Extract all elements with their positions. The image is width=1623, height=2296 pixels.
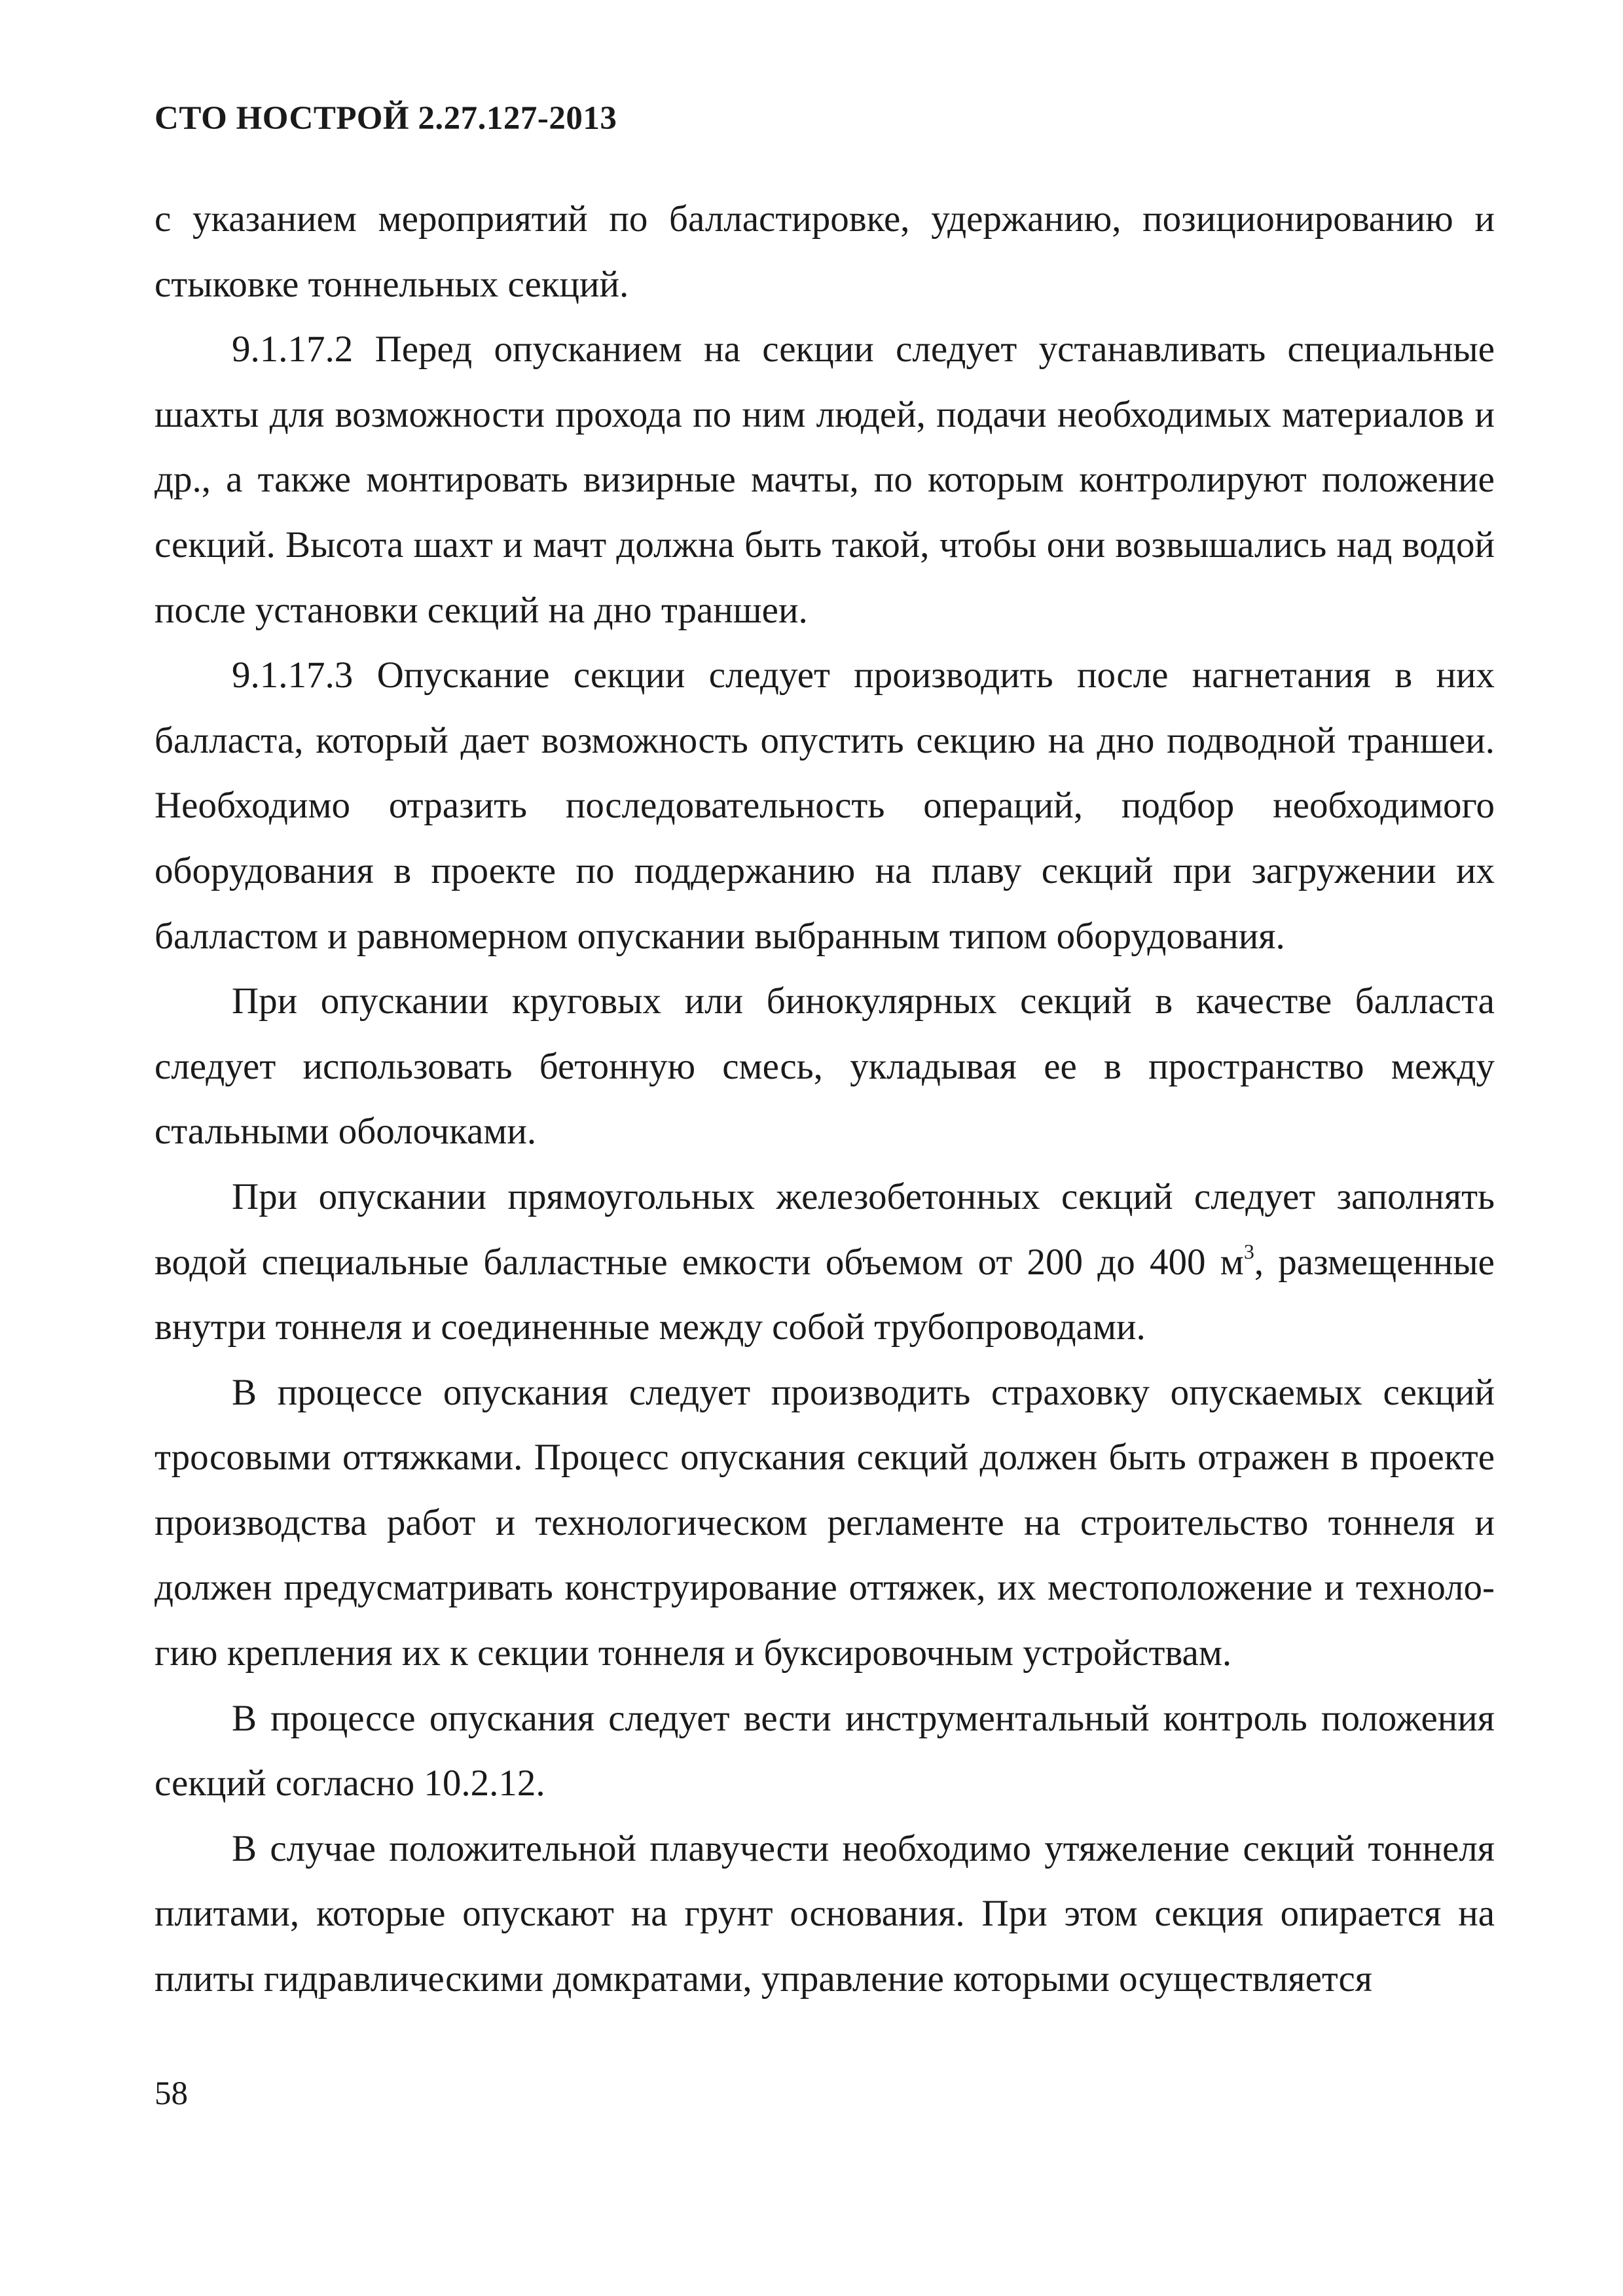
document-header: СТО НОСТРОЙ 2.27.127-2013 xyxy=(155,100,617,137)
paragraph-circular-binocular: При опускании круговых или бинокулярных секций в качестве балласта следует использовать бетонную смесь, укладывая ее в пространство между стальными оболочками. xyxy=(155,980,1495,1153)
page-number: 58 xyxy=(155,2075,188,2112)
paragraph-rectangular-text-after: , размещенные внутри тоннеля и соединенные между собой трубопроводами. xyxy=(155,1241,1495,1348)
paragraph-control: В процессе опускания следует вести инструментальный контроль положения секций согласно 10.2.12. xyxy=(155,1697,1495,1804)
paragraph-rectangular-text-before: При опускании прямоугольных железобетонных секций следует заполнять водой специальные балластные емкости объемом от 200 до 400 м xyxy=(155,1175,1495,1283)
paragraph-9-1-17-3: 9.1.17.3 Опускание секции следует производить после нагнетания в них балласта, который дает возможность опустить секцию на дно подводной траншеи. Необходимо отразить последовательность операций, подбор необходимого оборудования в проекте по поддержанию на плаву секций при загружении их балластом и равномерном опускании выбранным типом оборудования. xyxy=(155,655,1495,957)
paragraph-continuation: с указанием мероприятий по балластировке, удержанию, позиционированию и стыковке тоннельных секций. xyxy=(155,198,1495,305)
paragraph-rectangular xyxy=(155,1164,1495,1360)
paragraph-insurance: В процессе опускания следует производить страховку опускаемых секций тросовыми оттяжками. Процесс опускания секций должен быть отражен в проекте производства работ и технологическом регламенте на строительство тоннеля и должен предусматривать конструирование оттяжек, их местоположение и техноло-гию крепления их к секции тоннеля и буксировочным устройствам. xyxy=(155,1371,1495,1674)
cubic-superscript: 3 xyxy=(1243,1239,1254,1263)
paragraph-9-1-17-2: 9.1.17.2 Перед опусканием на секции следует устанавливать специальные шахты для возможности прохода по ним людей, подачи необходимых материалов и др., а также монтировать визирные мачты, по которым контролируют положение секций. Высота шахт и мачт должна быть такой, чтобы они возвышались над водой после установки секций на дно траншеи. xyxy=(155,329,1495,631)
paragraph-buoyancy: В случае положительной плавучести необходимо утяжеление секций тоннеля плитами, которые опускают на грунт основания. При этом секция опирается на плиты гидравлическими домкратами, управление которыми осуществляется xyxy=(155,1827,1495,2000)
document-body xyxy=(155,187,1495,2012)
